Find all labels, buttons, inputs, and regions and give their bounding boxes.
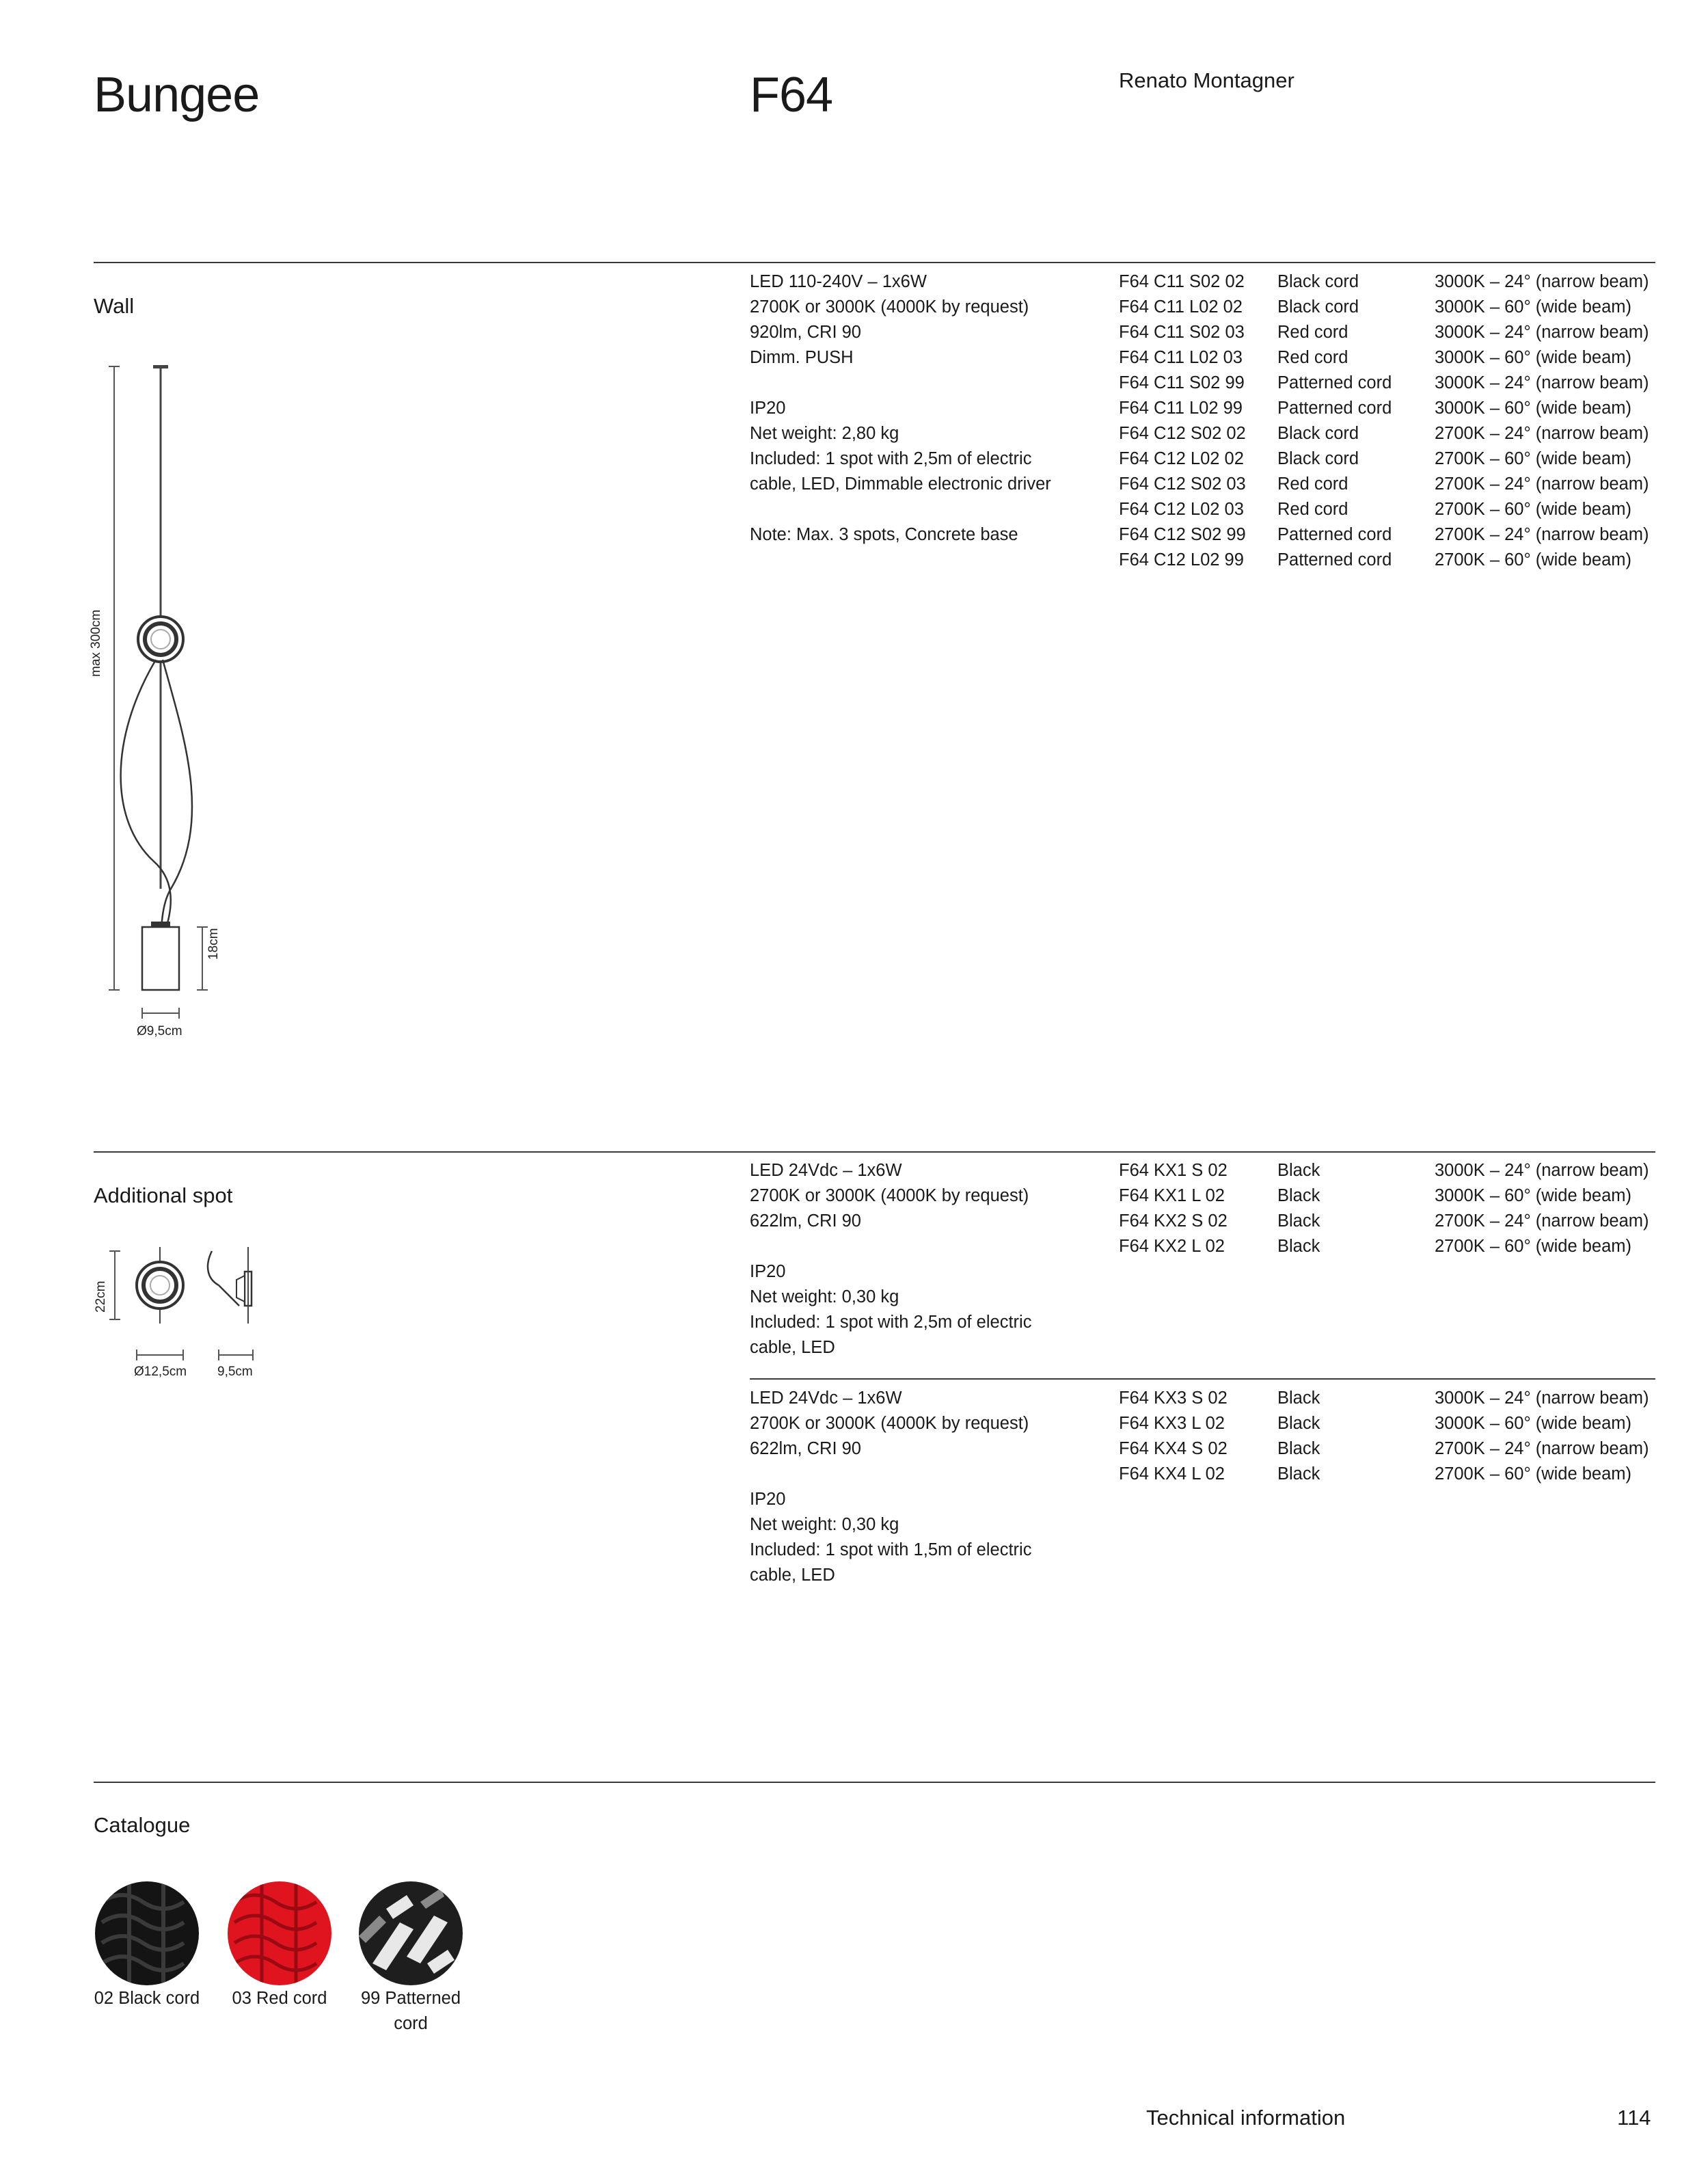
variant-light: 3000K – 24° (narrow beam): [1435, 1388, 1649, 1408]
spec-line: Dimm. PUSH: [750, 348, 854, 367]
variant-finish: Patterned cord: [1277, 373, 1392, 392]
table-row: [1119, 320, 1655, 345]
variant-code: F64 KX3 L 02: [1119, 1414, 1225, 1433]
variant-code: F64 C11 L02 99: [1119, 399, 1243, 418]
table-row: [1119, 295, 1655, 320]
spec-line: LED 110-240V – 1x6W: [750, 272, 927, 291]
footer-section-title: Technical information: [1146, 2106, 1346, 2130]
wall-specs: [750, 269, 1051, 548]
table-row: [1119, 548, 1655, 573]
spec-line: IP20: [750, 1262, 786, 1281]
table-row: [1119, 1234, 1655, 1259]
table-row: [1119, 1209, 1655, 1234]
swatch-patterned-cord: [359, 1881, 463, 1985]
variant-light: 3000K – 24° (narrow beam): [1435, 1161, 1649, 1180]
dimension-diameter: Ø9,5cm: [137, 1024, 182, 1038]
table-row: [1119, 421, 1655, 446]
variant-light: 3000K – 24° (narrow beam): [1435, 373, 1649, 392]
variant-light: 3000K – 60° (wide beam): [1435, 1414, 1632, 1433]
spec-line: 2700K or 3000K (4000K by request): [750, 1186, 1029, 1205]
spec-line: Note: Max. 3 spots, Concrete base: [750, 525, 1018, 544]
variant-code: F64 KX1 S 02: [1119, 1161, 1228, 1180]
spec-line: 920lm, CRI 90: [750, 323, 861, 342]
variant-code: F64 C12 S02 02: [1119, 424, 1246, 443]
additional-spot-drawing: [103, 1244, 267, 1367]
variant-finish: Black: [1277, 1211, 1320, 1231]
variant-finish: Black cord: [1277, 424, 1359, 443]
product-name: Bungee: [94, 68, 260, 122]
table-row: [1119, 1436, 1655, 1462]
spec-line: [750, 371, 1051, 396]
swatch-label-black: 02 Black cord: [94, 1989, 200, 2008]
table-row: [1119, 345, 1655, 371]
variant-light: 3000K – 60° (wide beam): [1435, 1186, 1632, 1205]
variant-code: F64 C11 L02 03: [1119, 348, 1243, 367]
section-label-additional-spot: Additional spot: [94, 1183, 233, 1207]
variant-finish: Patterned cord: [1277, 399, 1392, 418]
variant-code: F64 C11 S02 02: [1119, 272, 1245, 291]
variant-light: 2700K – 24° (narrow beam): [1435, 424, 1649, 443]
table-row: [1119, 522, 1655, 548]
variant-finish: Red cord: [1277, 348, 1348, 367]
variant-finish: Red cord: [1277, 474, 1348, 494]
variant-code: F64 KX1 L 02: [1119, 1186, 1225, 1205]
table-row: [1119, 1158, 1655, 1183]
variant-code: F64 KX2 L 02: [1119, 1237, 1225, 1256]
section-label-wall: Wall: [94, 294, 135, 318]
spec-line: Included: 1 spot with 2,5m of electric: [750, 449, 1032, 468]
table-row: [1119, 472, 1655, 497]
variant-finish: Red cord: [1277, 323, 1348, 342]
variant-code: F64 C12 S02 03: [1119, 474, 1246, 494]
spec-line: 622lm, CRI 90: [750, 1211, 861, 1231]
wall-lamp-drawing: [82, 355, 246, 1039]
variant-code: F64 C11 S02 03: [1119, 323, 1245, 342]
section-divider-catalogue: [94, 1782, 1655, 1783]
variant-light: 2700K – 60° (wide beam): [1435, 500, 1632, 519]
variant-code: F64 KX3 S 02: [1119, 1388, 1228, 1408]
variant-light: 2700K – 60° (wide beam): [1435, 1237, 1632, 1256]
variant-finish: Black: [1277, 1439, 1320, 1458]
group-divider: [750, 1378, 1655, 1380]
spec-line: [750, 1234, 1031, 1259]
spec-line: LED 24Vdc – 1x6W: [750, 1161, 902, 1180]
variant-finish: Patterned cord: [1277, 550, 1392, 569]
additional-spot-variants-table-1: [1119, 1158, 1655, 1259]
spec-line: [750, 497, 1051, 522]
variant-light: 3000K – 24° (narrow beam): [1435, 272, 1649, 291]
spec-line: IP20: [750, 399, 786, 418]
table-row: [1119, 396, 1655, 421]
variant-finish: Black: [1277, 1464, 1320, 1484]
additional-spot-specs-2: [750, 1386, 1031, 1588]
variant-finish: Black: [1277, 1186, 1320, 1205]
designer-name: Renato Montagner: [1119, 68, 1294, 92]
spec-line: Net weight: 0,30 kg: [750, 1515, 899, 1534]
dimension-spot-diameter: Ø12,5cm: [134, 1365, 187, 1379]
page-number: 114: [1617, 2106, 1651, 2130]
spec-line: 2700K or 3000K (4000K by request): [750, 297, 1029, 317]
variant-light: 3000K – 24° (narrow beam): [1435, 323, 1649, 342]
spec-line: cable, LED: [750, 1338, 835, 1357]
section-label-catalogue: Catalogue: [94, 1813, 191, 1837]
spec-line: Net weight: 0,30 kg: [750, 1287, 899, 1306]
variant-code: F64 C12 S02 99: [1119, 525, 1246, 544]
variant-finish: Black: [1277, 1237, 1320, 1256]
table-row: [1119, 1411, 1655, 1436]
variant-light: 3000K – 60° (wide beam): [1435, 399, 1632, 418]
spec-line: LED 24Vdc – 1x6W: [750, 1388, 902, 1408]
variant-code: F64 C12 L02 03: [1119, 500, 1244, 519]
variant-code: F64 C11 S02 99: [1119, 373, 1245, 392]
swatch-black-cord: [95, 1881, 199, 1985]
spec-line: cable, LED: [750, 1566, 835, 1585]
variant-light: 2700K – 60° (wide beam): [1435, 1464, 1632, 1484]
swatch-label-red: 03 Red cord: [232, 1989, 327, 2008]
variant-finish: Black: [1277, 1414, 1320, 1433]
additional-spot-variants-table-2: [1119, 1386, 1655, 1487]
variant-light: 2700K – 24° (narrow beam): [1435, 525, 1649, 544]
table-row: [1119, 371, 1655, 396]
spec-line: Included: 1 spot with 1,5m of electric: [750, 1540, 1032, 1559]
variant-finish: Black cord: [1277, 297, 1359, 317]
spec-line: cable, LED, Dimmable electronic driver: [750, 474, 1051, 494]
table-row: [1119, 446, 1655, 472]
variant-code: F64 KX4 L 02: [1119, 1464, 1225, 1484]
variant-light: 2700K – 24° (narrow beam): [1435, 1211, 1649, 1231]
section-divider-additional-spot: [94, 1151, 1655, 1153]
spec-line: 622lm, CRI 90: [750, 1439, 861, 1458]
spec-line: Net weight: 2,80 kg: [750, 424, 899, 443]
table-row: [1119, 269, 1655, 295]
variant-code: F64 C12 L02 99: [1119, 550, 1244, 569]
variant-finish: Black: [1277, 1161, 1320, 1180]
variant-code: F64 C12 L02 02: [1119, 449, 1244, 468]
swatch-red-cord: [228, 1881, 331, 1985]
variant-light: 2700K – 60° (wide beam): [1435, 550, 1632, 569]
variant-code: F64 C11 L02 02: [1119, 297, 1243, 317]
swatch-label-patterned: 99 Patterned: [360, 1989, 461, 2008]
variant-light: 3000K – 60° (wide beam): [1435, 297, 1632, 317]
variant-finish: Black cord: [1277, 272, 1359, 291]
spec-line: [750, 1462, 1031, 1487]
spec-line: Included: 1 spot with 2,5m of electric: [750, 1313, 1032, 1332]
variant-code: F64 KX4 S 02: [1119, 1439, 1228, 1458]
dimension-height: max 300cm: [89, 609, 103, 677]
spec-line: IP20: [750, 1490, 786, 1509]
dimension-spot-depth: 9,5cm: [217, 1365, 253, 1379]
variant-finish: Patterned cord: [1277, 525, 1392, 544]
dimension-spot-height: 22cm: [94, 1280, 108, 1313]
variant-code: F64 KX2 S 02: [1119, 1211, 1228, 1231]
variant-finish: Black: [1277, 1388, 1320, 1408]
spec-line: 2700K or 3000K (4000K by request): [750, 1414, 1029, 1433]
table-row: [1119, 497, 1655, 522]
product-code: F64: [750, 68, 833, 122]
table-row: [1119, 1183, 1655, 1209]
section-divider-wall: [94, 262, 1655, 263]
dimension-base-height: 18cm: [206, 928, 221, 960]
swatch-label-patterned-line2: cord: [394, 2014, 428, 2033]
table-row: [1119, 1386, 1655, 1411]
variant-finish: Red cord: [1277, 500, 1348, 519]
variant-light: 3000K – 60° (wide beam): [1435, 348, 1632, 367]
variant-light: 2700K – 24° (narrow beam): [1435, 1439, 1649, 1458]
variant-finish: Black cord: [1277, 449, 1359, 468]
table-row: [1119, 1462, 1655, 1487]
additional-spot-specs-1: [750, 1158, 1031, 1360]
wall-variants-table: [1119, 269, 1655, 573]
variant-light: 2700K – 24° (narrow beam): [1435, 474, 1649, 494]
variant-light: 2700K – 60° (wide beam): [1435, 449, 1632, 468]
